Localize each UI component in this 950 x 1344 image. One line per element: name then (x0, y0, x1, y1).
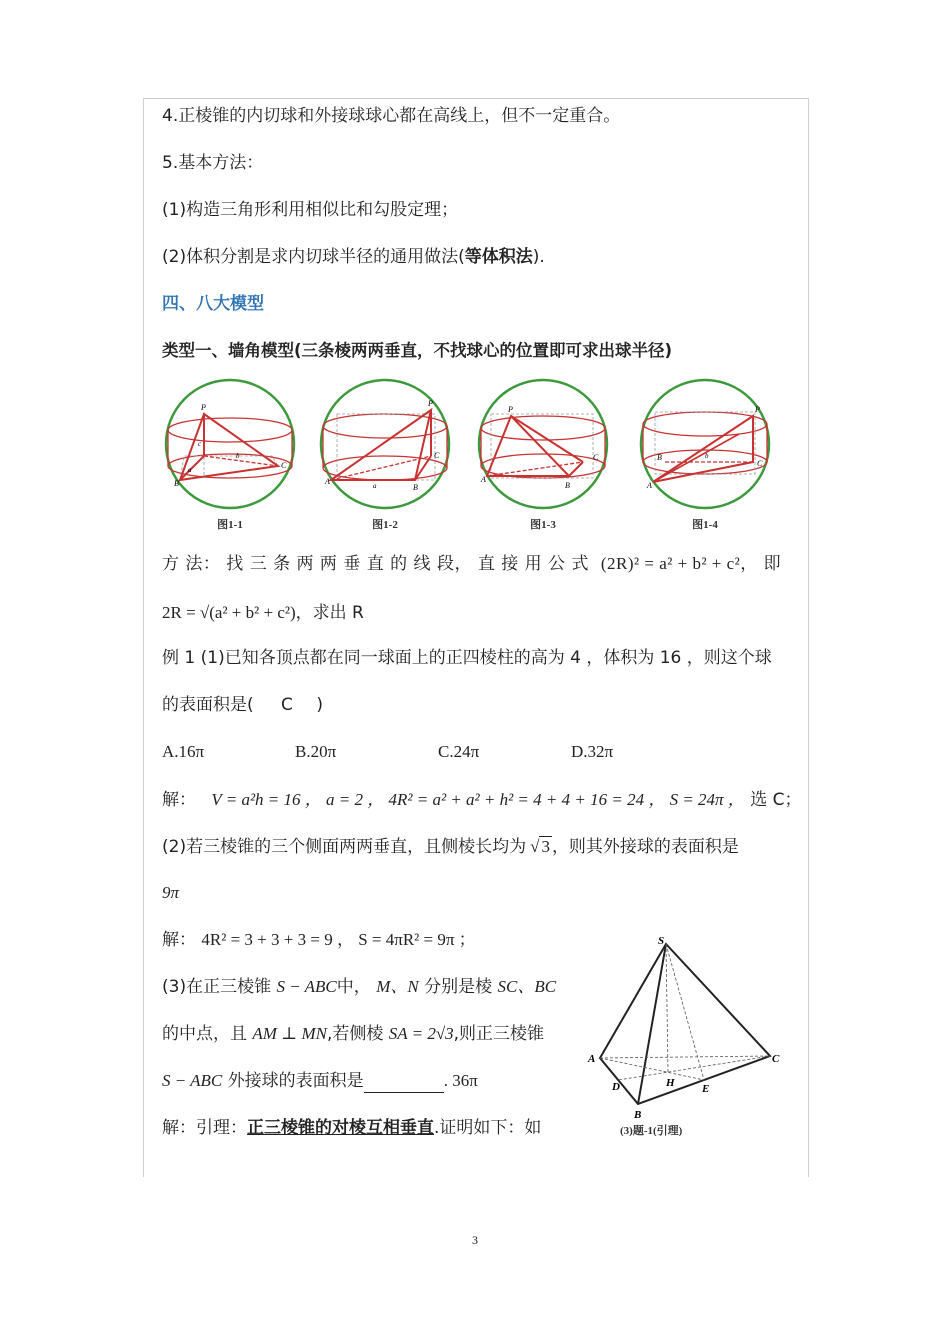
figure-1-3 (473, 376, 613, 534)
solution-label: 解： (162, 930, 196, 950)
p3-sc-bc: SC、BC (497, 977, 557, 996)
problem-2-sqrt: 3 (541, 837, 550, 856)
solution-3-post: .证明如下：如 (434, 1118, 542, 1138)
problem-2-answer: 9π (162, 883, 180, 902)
label-b: B (413, 483, 418, 492)
problem-3-line-3 (162, 1069, 478, 1093)
p3-sa: SA = 2√3 (388, 1024, 454, 1043)
figure-1-2 (315, 376, 455, 534)
figure-1-4 (635, 376, 775, 534)
answer-blank (364, 1074, 444, 1093)
figure-row (160, 376, 790, 534)
pyramid-caption: (3)题-1(引理) (620, 1125, 683, 1137)
solution-3 (162, 1116, 541, 1140)
label-c: C (281, 461, 287, 470)
label-h: H (666, 1077, 675, 1089)
p3-l3-mid: 外接球的表面积是 (227, 1071, 364, 1091)
method-line-2 (162, 601, 364, 625)
example-1-post: ) (316, 695, 323, 715)
label-a: A (588, 1053, 596, 1065)
p3-am-mn: AM ⊥ MN (252, 1024, 327, 1043)
option-c: C.24π (438, 742, 480, 761)
solution-1 (162, 788, 802, 812)
example-1-line-1: 例 1 (1)已知各顶点都在同一球面上的正四棱柱的高为 4 ，体积为 16 ，则这个球 (162, 648, 772, 668)
text-line-4: 4.正棱锥的内切球和外接球球心都在高线上，但不一定重合。 (162, 106, 621, 126)
label-a: A (647, 481, 652, 490)
option-d: D.32π (571, 742, 614, 761)
text-line-5: 5.基本方法： (162, 153, 264, 173)
label-c: C (757, 459, 763, 468)
problem-2-pre: (2)若三棱锥的三个侧面两两垂直，且侧棱长均为 (162, 837, 527, 857)
label-s: S (658, 935, 665, 947)
label-p: P (508, 405, 513, 414)
solution-3-pre: 解：引理： (162, 1118, 247, 1138)
label-b: B (565, 481, 570, 490)
label-a-edge: a (188, 466, 192, 474)
label-p: P (428, 399, 433, 408)
label-b: B (174, 479, 179, 488)
p3-l2-post: ,则正三棱锥 (453, 1024, 545, 1044)
sphere-figure-2 (315, 376, 455, 516)
label-d: D (612, 1081, 620, 1093)
label-p: P (755, 405, 760, 414)
method-text: 方 法： 找 三 条 两 两 垂 直 的 线 段， 直 接 用 公 式 (162, 554, 589, 574)
p3-mid2: 分别是棱 (424, 977, 493, 997)
solution-label: 解： (162, 790, 196, 810)
p3-l3-sabc: S − ABC (162, 1071, 223, 1090)
method-2-pre: (2)体积分割是求内切球半径的通用做法( (162, 247, 465, 267)
sphere-figure-3 (473, 376, 613, 516)
label-a: A (325, 477, 330, 486)
label-b-edge: b (705, 452, 709, 460)
p3-l2-pre: 的中点，且 (162, 1024, 247, 1044)
figure-1-1 (160, 376, 300, 534)
problem-2-post: ，则其外接球的表面积是 (551, 837, 739, 857)
method-line-2-post: ，求出 R (295, 603, 364, 623)
problem-2 (162, 835, 739, 859)
method-1: (1)构造三角形利用相似比和勾股定理； (162, 200, 459, 220)
type-one-title: 类型一、墙角模型(三条棱两两垂直，不找球心的位置即可求出球半径) (162, 341, 673, 360)
problem-3-line-1 (162, 975, 556, 999)
p3-l2-mid: ,若侧棱 (326, 1024, 384, 1044)
example-1-answer: C (281, 695, 293, 715)
figure-caption: 图1-4 (692, 519, 718, 531)
formula-2r: 2R = √(a² + b² + c²) (162, 603, 296, 622)
solution-1-post: 选 C； (750, 790, 802, 810)
label-c: C (772, 1053, 780, 1065)
label-a-edge: a (373, 482, 377, 490)
p3-sabc: S − ABC (276, 977, 337, 996)
figure-caption: 图1-2 (372, 519, 398, 531)
sphere-figure-1 (160, 376, 300, 516)
pyramid-figure (582, 932, 788, 1144)
section-title: 四、八大模型 (162, 294, 264, 314)
solution-1-math: V = a²h = 16 ， a = 2 ， 4R² = a² + a² + h² = 4 + 4 + 16 = 24 ， S = 24π ， (211, 790, 745, 809)
method-2-post: ). (532, 247, 545, 267)
example-1-line-2 (162, 693, 323, 717)
p3-mid: 中， (336, 977, 371, 997)
solution-3-bold: 正三棱锥的对棱互相垂直 (247, 1118, 434, 1138)
p3-mn: M、N (376, 977, 419, 996)
option-b: B.20π (295, 742, 337, 761)
method-text-post: ， 即 (740, 554, 782, 574)
p3-l3-answer: . 36π (443, 1071, 478, 1090)
method-2-bold: 等体积法 (464, 247, 533, 267)
p3-pre: (3)在正三棱锥 (162, 977, 272, 997)
label-b: B (657, 453, 662, 462)
label-a: A (481, 475, 486, 484)
label-p: P (201, 403, 206, 412)
label-c: C (593, 453, 599, 462)
sphere-figure-4 (635, 376, 775, 516)
label-b-edge: b (236, 452, 240, 460)
formula-2r-squared: (2R)² = a² + b² + c² (600, 554, 741, 573)
option-a: A.16π (162, 742, 205, 761)
page-number: 3 (472, 1233, 478, 1247)
label-b: B (634, 1109, 642, 1121)
figure-caption: 图1-3 (530, 519, 556, 531)
options-row (162, 740, 704, 764)
problem-3-line-2 (162, 1022, 544, 1046)
method-line-1 (162, 552, 781, 576)
label-c-edge: c (198, 440, 202, 448)
method-2 (162, 245, 545, 269)
figure-caption: 图1-1 (217, 519, 243, 531)
solution-2-math: 4R² = 3 + 3 + 3 = 9 ， S = 4πR² = 9π ； (201, 930, 476, 949)
example-1-pre: 的表面积是( (162, 695, 254, 715)
label-c: C (434, 451, 440, 460)
label-e: E (702, 1083, 710, 1095)
sqrt-symbol: √ (530, 837, 540, 856)
solution-2 (162, 928, 476, 952)
